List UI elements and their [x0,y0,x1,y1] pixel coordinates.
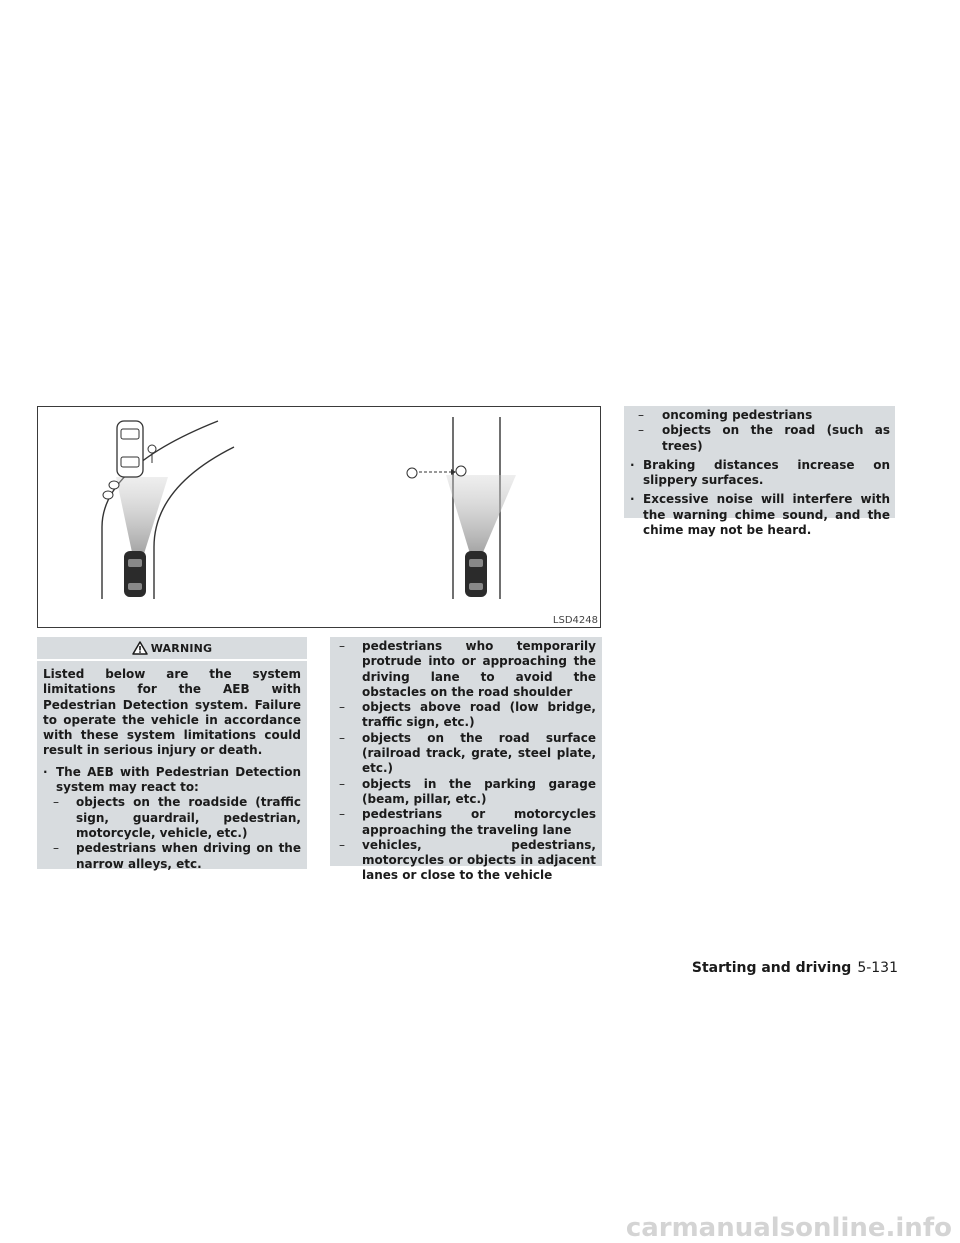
sensor-beam-right [446,475,516,557]
warning-column-1 [37,661,307,869]
parked-car-icon [117,421,143,477]
pedestrian-group-icon [103,481,119,499]
page-footer [692,960,898,976]
list-item: – oncoming pedestrians [630,408,890,423]
road-edge-right [154,447,234,599]
list-item: – vehicles, pedestrians, motorcycles or objects in adjacent lanes or close to the vehicle [336,838,596,884]
list-item: – objects on the roadside (traffic sign, guardrail, pedestrian, motorcycle, vehicle, etc.) [43,795,301,841]
warning-heading-text: WARNING [150,641,213,655]
aeb-illustration [37,406,601,628]
warning-heading [37,637,307,659]
warning-intro: Listed below are the system limitations for the AEB with Pedestrian Detection system. Failure to operate the vehicle in accordance with these system limitations could result in serious injury or death. [43,667,301,758]
warning-column-2 [330,637,602,883]
section-title: Starting and driving [691,960,852,976]
page-number: 5-131 [857,960,898,976]
bullet-noise: · Excessive noise will interfere with the warning chime sound, and the chime may not be heard. [630,492,890,538]
own-car-right-icon [465,551,487,597]
traffic-sign-icon [148,445,156,463]
bullet-react: · The AEB with Pedestrian Detection system may react to: [43,765,301,796]
warning-column-3 [624,406,895,538]
illustration-drawing [38,407,602,629]
watermark: carmanualsonline.info [625,1213,952,1243]
warning-triangle-icon [132,641,148,655]
list-item: – pedestrians or motorcycles approaching the traveling lane [336,807,596,838]
list-item: – objects on the road (such as trees) [630,423,890,454]
bullet-braking: · Braking distances increase on slippery surfaces. [630,458,890,489]
figure-code: LSD4248 [552,615,598,626]
list-item: – pedestrians who temporarily protrude into or approaching the driving lane to avoid the obstacles on the road shoulder [336,639,596,700]
list-item: – objects in the parking garage (beam, pillar, etc.) [336,777,596,808]
list-item: – objects on the road surface (railroad track, grate, steel plate, etc.) [336,731,596,777]
list-item: – pedestrians when driving on the narrow alleys, etc. [43,841,301,872]
list-item: – objects above road (low bridge, traffic sign, etc.) [336,700,596,731]
own-car-left-icon [124,551,146,597]
